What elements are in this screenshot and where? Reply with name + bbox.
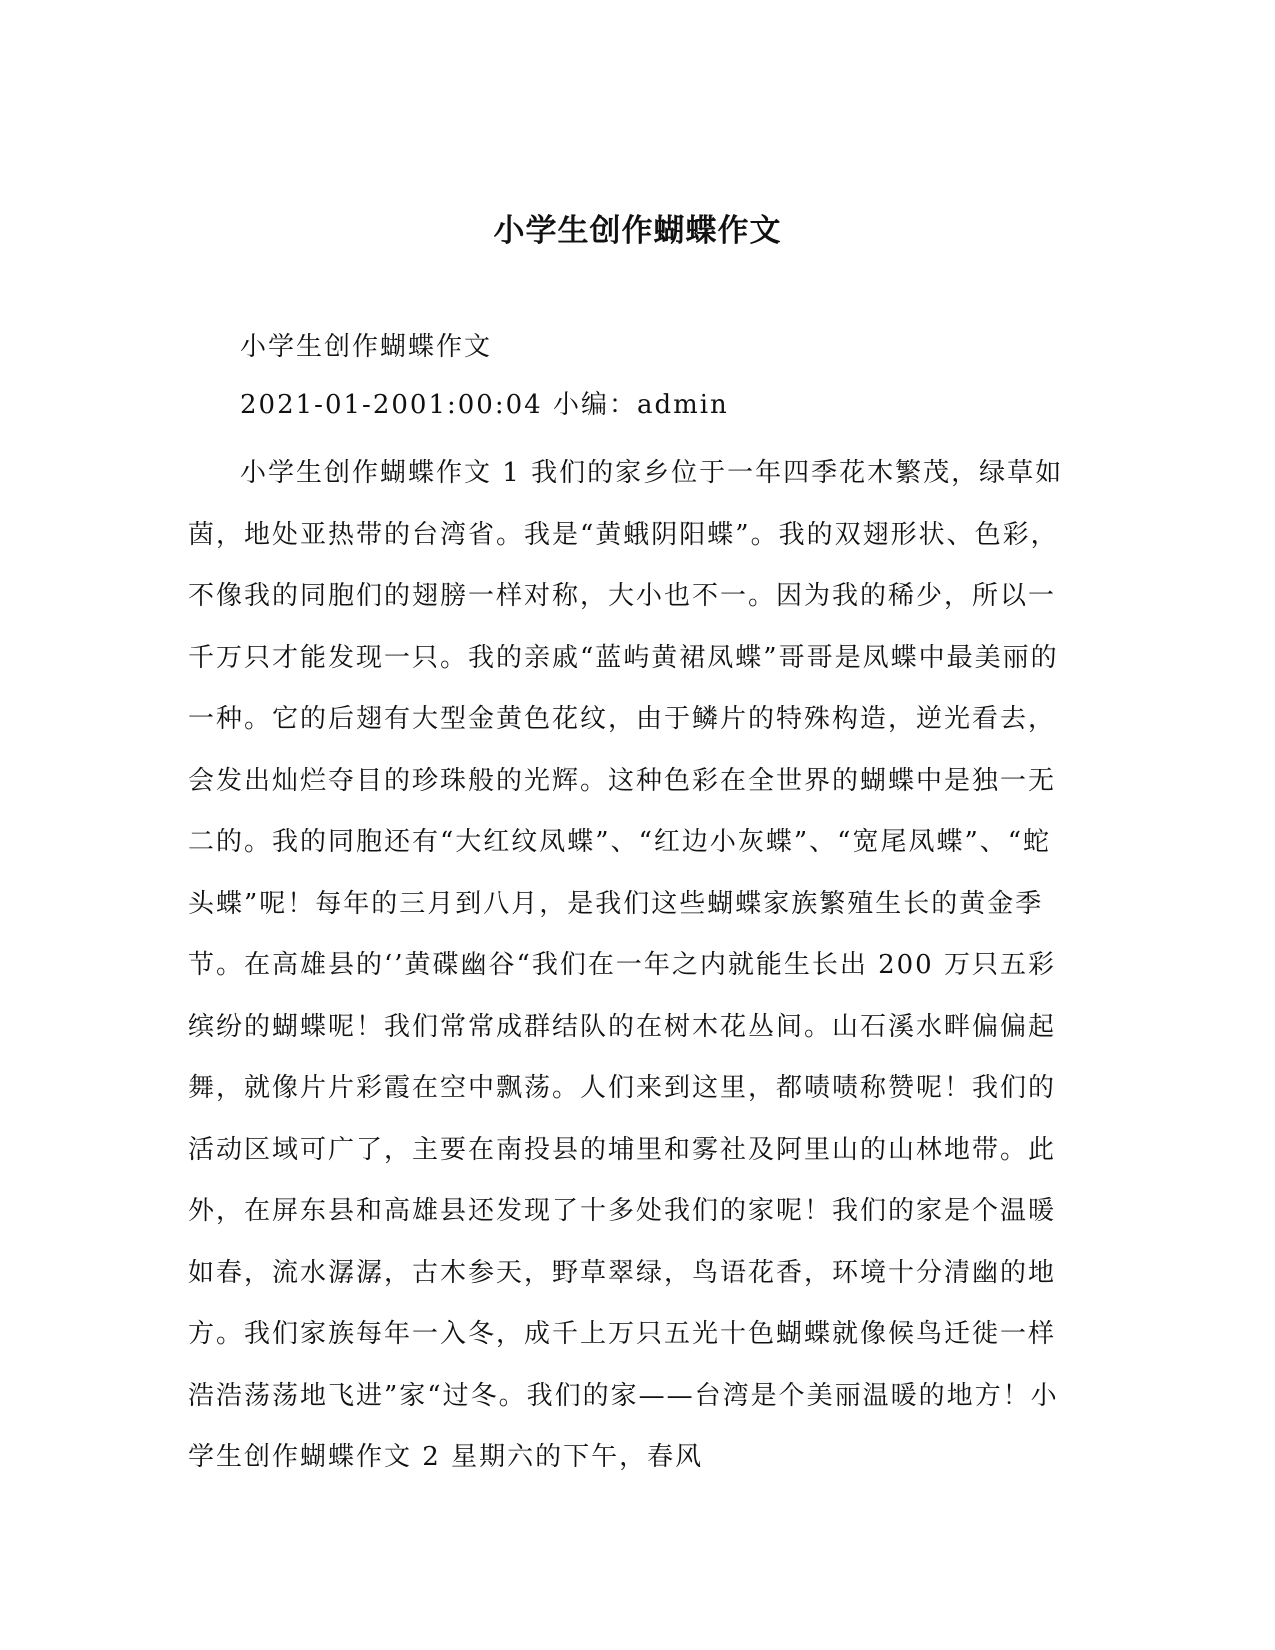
document-paragraph: 小学生创作蝴蝶作文 1 我们的家乡位于一年四季花木繁茂，绿草如茵，地处亚热带的台湾省。我是“黄蛾阴阳蝶”。我的双翅形状、色彩，不像我的同胞们的翅膀一样对称，大小也不一。因为我的稀少，所以一千万只才能发现一只。我的亲戚“蓝屿黄裙凤蝶”哥哥是凤蝶中最美丽的一种。它的后翅有大型金黄色花纹，由于鳞片的特殊构造，逆光看去，会发出灿烂夺目的珍珠般的光辉。这种色彩在全世界的蝴蝶中是独一无二的。我的同胞还有“大红纹凤蝶”、“红边小灰蝶”、“宽尾凤蝶”、“蛇头蝶”呢！每年的三月到八月，是我们这些蝴蝶家族繁殖生长的黄金季节。在高雄县的‘’黄碟幽谷“我们在一年之内就能生长出 200 万只五彩缤纷的蝴蝶呢！我们常常成群结队的在树木花丛间。山石溪水畔偏偏起舞，就像片片彩霞在空中飘荡。人们来到这里，都啧啧称赞呢！我们的活动区域可广了，主要在南投县的埔里和雾社及阿里山的山林地带。此外，在屏东县和高雄县还发现了十多处我们的家呢！我们的家是个温暖如春，流水潺潺，古木参天，野草翠绿，鸟语花香，环境十分清幽的地方。我们家族每年一入冬，成千上万只五光十色蝴蝶就像候鸟迁徙一样浩浩荡荡地飞进”家“过冬。我们的家——台湾是个美丽温暖的地方！小学生创作蝴蝶作文 2 星期六的下午，春风: [188, 458, 1064, 1472]
document-body: [188, 325, 1078, 1489]
document-subtitle: 小学生创作蝴蝶作文: [240, 332, 493, 362]
document-meta: 2021-01-2001:00:04 小编：admin: [240, 390, 729, 420]
document-title: 小学生创作蝴蝶作文: [493, 213, 782, 249]
